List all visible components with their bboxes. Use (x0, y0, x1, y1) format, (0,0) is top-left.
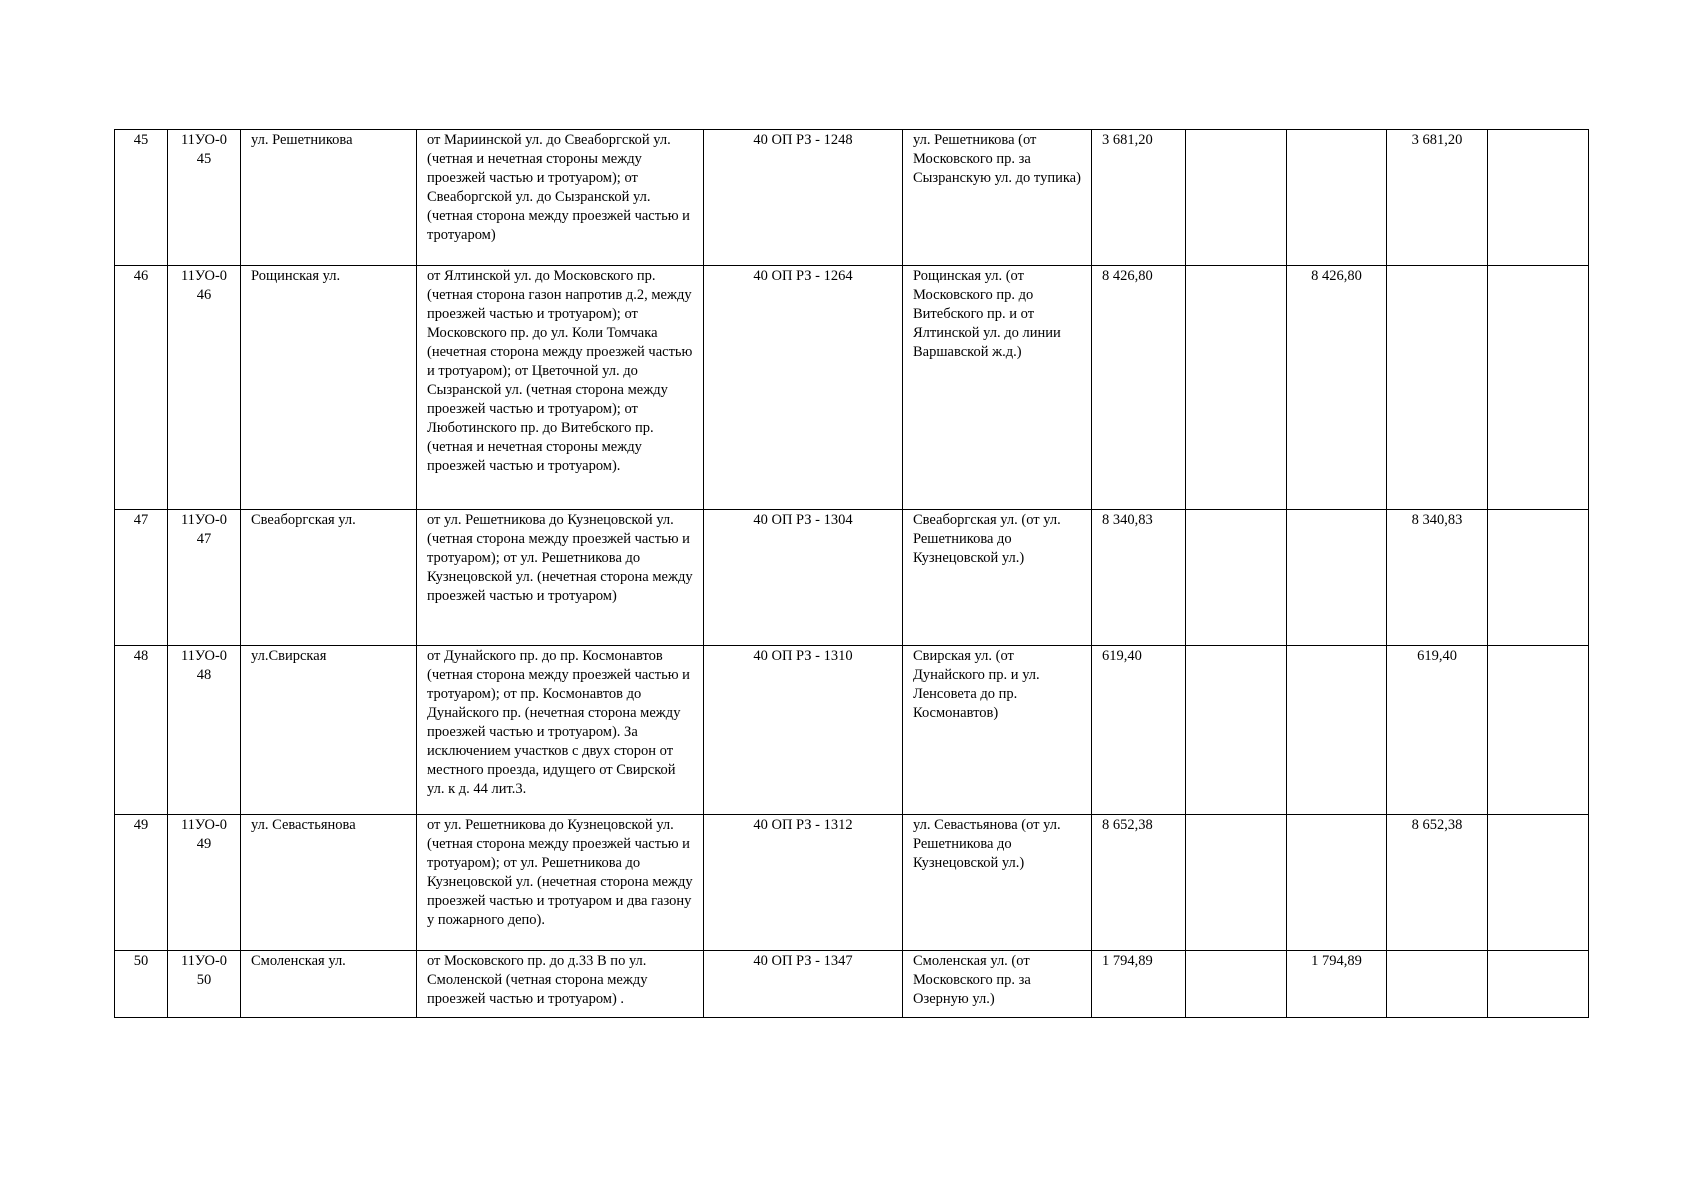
value-col-3: 619,40 (1387, 646, 1488, 815)
row-number: 46 (115, 266, 168, 510)
street-name: ул.Свирская (241, 646, 417, 815)
object-code: 11УО-049 (168, 815, 241, 951)
table-row (115, 266, 1589, 510)
row-number: 48 (115, 646, 168, 815)
row-number: 45 (115, 130, 168, 266)
value-col-2 (1287, 646, 1387, 815)
area-value: 619,40 (1092, 646, 1186, 815)
street-name: Свеаборгская ул. (241, 510, 417, 646)
row-number: 50 (115, 951, 168, 1018)
section-description: от Мариинской ул. до Свеаборгской ул. (четная и нечетная стороны между проезжей частью и тротуаром); от Свеаборгской ул. до Сызранской ул. (четная сторона между проезжей частью и тротуаром) (417, 130, 704, 266)
table-row (115, 951, 1589, 1018)
road-name: Рощинская ул. (от Московского пр. до Витебского пр. и от Ялтинской ул. до линии Варшавской ж.д.) (903, 266, 1092, 510)
value-col-1 (1186, 815, 1287, 951)
value-col-1 (1186, 266, 1287, 510)
value-col-2 (1287, 130, 1387, 266)
register-table (114, 129, 1589, 1018)
table-row (115, 646, 1589, 815)
road-name: ул. Севастьянова (от ул. Решетникова до Кузнецовской ул.) (903, 815, 1092, 951)
table-row (115, 130, 1589, 266)
object-code: 11УО-048 (168, 646, 241, 815)
street-name: Рощинская ул. (241, 266, 417, 510)
value-col-4 (1488, 510, 1589, 646)
section-description: от ул. Решетникова до Кузнецовской ул. (четная сторона между проезжей частью и тротуаром); от ул. Решетникова до Кузнецовской ул. (нечетная сторона между проезжей частью и тротуаром и два газону у пожарного депо). (417, 815, 704, 951)
value-col-4 (1488, 646, 1589, 815)
value-col-2: 1 794,89 (1287, 951, 1387, 1018)
road-registry-number: 40 ОП РЗ - 1347 (704, 951, 903, 1018)
section-description: от ул. Решетникова до Кузнецовской ул. (четная сторона между проезжей частью и тротуаром); от ул. Решетникова до Кузнецовской ул. (нечетная сторона между проезжей частью и тротуаром) (417, 510, 704, 646)
road-registry-number: 40 ОП РЗ - 1310 (704, 646, 903, 815)
road-registry-number: 40 ОП РЗ - 1264 (704, 266, 903, 510)
street-name: Смоленская ул. (241, 951, 417, 1018)
value-col-3: 8 652,38 (1387, 815, 1488, 951)
value-col-1 (1186, 130, 1287, 266)
area-value: 1 794,89 (1092, 951, 1186, 1018)
value-col-2 (1287, 510, 1387, 646)
road-name: Свирская ул. (от Дунайского пр. и ул. Ленсовета до пр. Космонавтов) (903, 646, 1092, 815)
object-code: 11УО-045 (168, 130, 241, 266)
section-description: от Дунайского пр. до пр. Космонавтов (четная сторона между проезжей частью и тротуаром); от пр. Космонавтов до Дунайского пр. (нечетная сторона между проезжей частью и тротуаром). За исключением участков с двух сторон от местного проезда, идущего от Свирской ул. к д. 44 лит.3. (417, 646, 704, 815)
road-name: ул. Решетникова (от Московского пр. за Сызранскую ул. до тупика) (903, 130, 1092, 266)
object-code: 11УО-046 (168, 266, 241, 510)
value-col-4 (1488, 266, 1589, 510)
row-number: 49 (115, 815, 168, 951)
value-col-3 (1387, 266, 1488, 510)
street-name: ул. Севастьянова (241, 815, 417, 951)
road-name: Смоленская ул. (от Московского пр. за Озерную ул.) (903, 951, 1092, 1018)
value-col-2: 8 426,80 (1287, 266, 1387, 510)
area-value: 8 340,83 (1092, 510, 1186, 646)
section-description: от Ялтинской ул. до Московского пр. (четная сторона газон напротив д.2, между проезжей частью и тротуаром); от Московского пр. до ул. Коли Томчака (нечетная сторона между проезжей частью и тротуаром); от Цветочной ул. до Сызранской ул. (четная сторона между проезжей частью и тротуаром); от Люботинского пр. до Витебского пр. (четная и нечетная стороны между проезжей частью и тротуаром). (417, 266, 704, 510)
area-value: 3 681,20 (1092, 130, 1186, 266)
table-row (115, 815, 1589, 951)
value-col-3: 8 340,83 (1387, 510, 1488, 646)
road-registry-number: 40 ОП РЗ - 1248 (704, 130, 903, 266)
area-value: 8 426,80 (1092, 266, 1186, 510)
value-col-4 (1488, 951, 1589, 1018)
road-name: Свеаборгская ул. (от ул. Решетникова до Кузнецовской ул.) (903, 510, 1092, 646)
value-col-1 (1186, 646, 1287, 815)
row-number: 47 (115, 510, 168, 646)
road-registry-number: 40 ОП РЗ - 1304 (704, 510, 903, 646)
road-registry-number: 40 ОП РЗ - 1312 (704, 815, 903, 951)
value-col-2 (1287, 815, 1387, 951)
value-col-1 (1186, 951, 1287, 1018)
value-col-4 (1488, 815, 1589, 951)
object-code: 11УО-047 (168, 510, 241, 646)
area-value: 8 652,38 (1092, 815, 1186, 951)
value-col-4 (1488, 130, 1589, 266)
value-col-3 (1387, 951, 1488, 1018)
object-code: 11УО-050 (168, 951, 241, 1018)
value-col-3: 3 681,20 (1387, 130, 1488, 266)
value-col-1 (1186, 510, 1287, 646)
street-name: ул. Решетникова (241, 130, 417, 266)
section-description: от Московского пр. до д.33 В по ул. Смоленской (четная сторона между проезжей частью и тротуаром) . (417, 951, 704, 1018)
table-row (115, 510, 1589, 646)
